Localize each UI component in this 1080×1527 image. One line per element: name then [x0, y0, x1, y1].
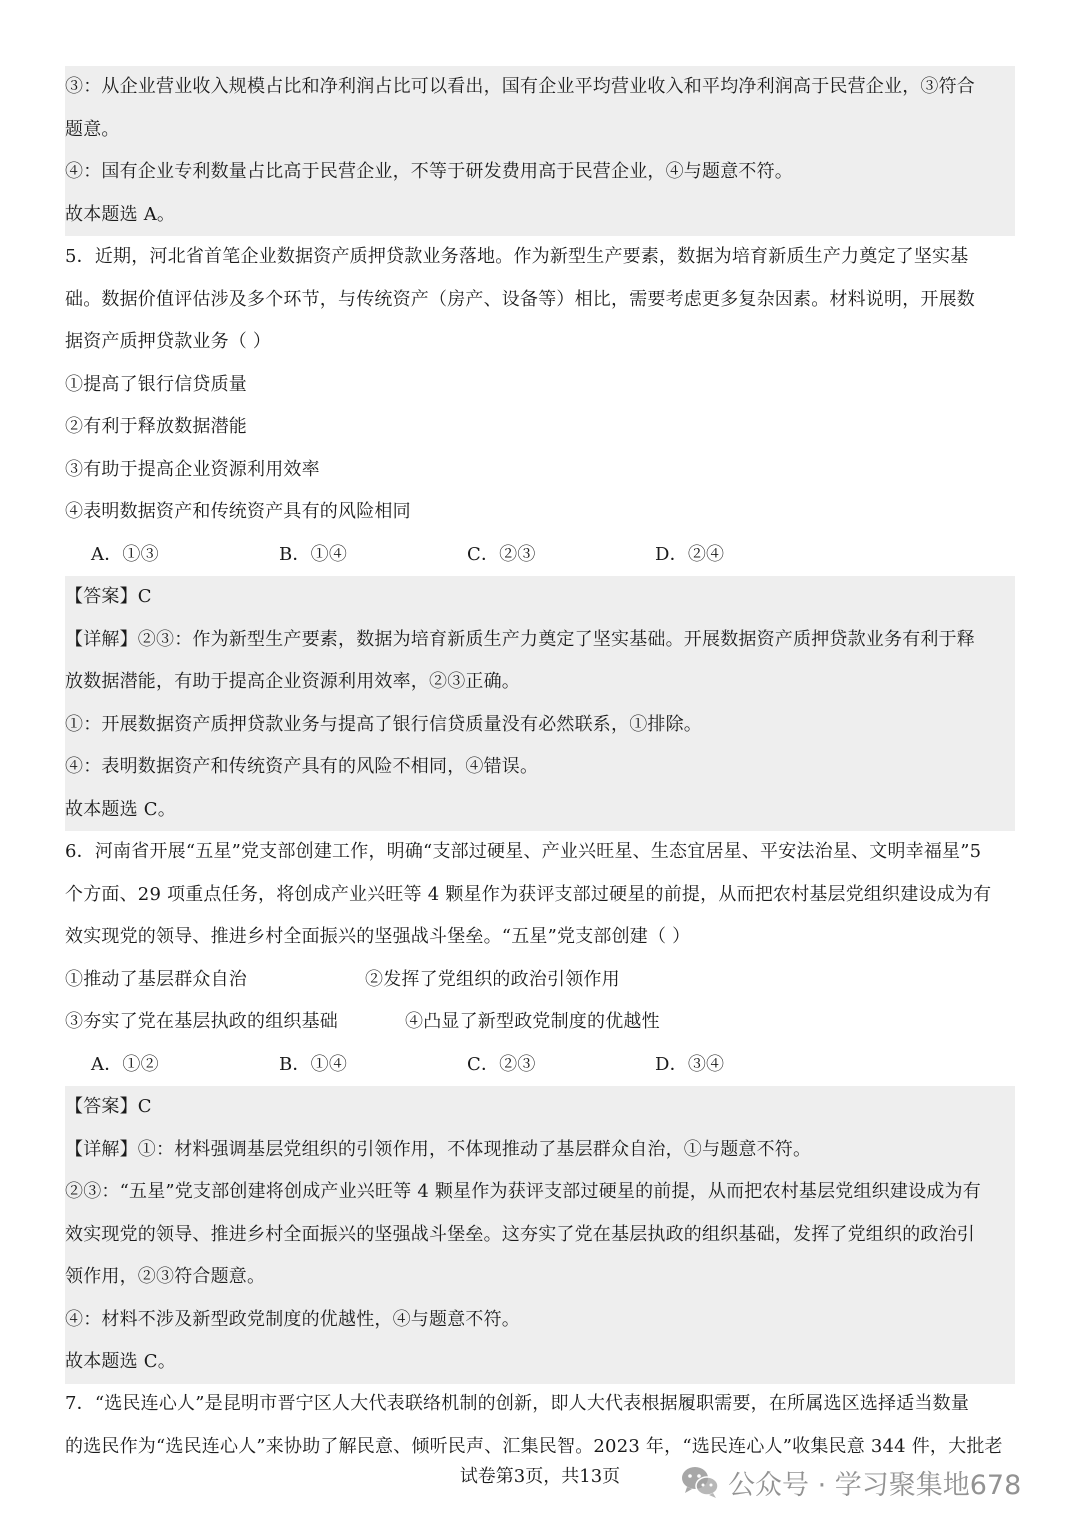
statement-4: ④凸显了新型政党制度的优越性 [405, 1011, 660, 1032]
question-5 [65, 236, 1015, 576]
answer-label: 【答案】C [65, 586, 152, 607]
question-7 [65, 1383, 1015, 1468]
conclusion-line: 故本题选 C。 [65, 1351, 176, 1372]
option-a: A．①③ [91, 543, 159, 565]
question-6 [65, 831, 1015, 1086]
statement-2: ②有利于释放数据潜能 [65, 416, 247, 437]
statement-1: ①推动了基层群众自治 [65, 968, 247, 990]
explanation-line: ①：开展数据资产质押贷款业务与提高了银行信贷质量没有必然联系，①排除。 [65, 713, 702, 735]
question-stem: 个方面、29 项重点任务，将创成产业兴旺等 4 颗星作为获评支部过硬星的前提，从而把农村基层党组织建设成为有 [65, 883, 992, 905]
statements-row [65, 959, 1015, 1002]
statement-2: ②发挥了党组织的政治引领作用 [365, 968, 620, 990]
explanation-line: 【详解】①：材料强调基层党组织的引领作用，不体现推动了基层群众自治，①与题意不符。 [65, 1138, 812, 1160]
conclusion-line: 故本题选 A。 [65, 203, 176, 225]
explanation-line: ④：表明数据资产和传统资产具有的风险不相同，④错误。 [65, 756, 539, 777]
option-b: B．①④ [279, 543, 348, 565]
explanation-line: ④：材料不涉及新型政党制度的优越性，④与题意不符。 [65, 1308, 520, 1330]
question-stem: 5．近期，河北省首笔企业数据资产质押贷款业务落地。作为新型生产要素，数据为培育新质生产力奠定了坚实基 [65, 246, 969, 267]
wechat-icon [680, 1464, 720, 1500]
statement-4: ④表明数据资产和传统资产具有的风险相同 [65, 501, 411, 522]
conclusion-line: 故本题选 C。 [65, 798, 176, 820]
watermark [680, 1460, 1021, 1504]
page-footer: 试卷第3页，共13页 [459, 1466, 621, 1487]
explanation-line: 领作用，②③符合题意。 [65, 1266, 266, 1287]
option-d: D．②④ [655, 543, 725, 565]
explanation-line: ③：从企业营业收入规模占比和净利润占比可以看出，国有企业平均营业收入和平均净利润高于民营企业，③符合 [65, 76, 975, 97]
explanation-line: ④：国有企业专利数量占比高于民营企业，不等于研发费用高于民营企业，④与题意不符。 [65, 161, 793, 182]
statement-3: ③有助于提高企业资源利用效率 [65, 458, 320, 480]
statements-row [65, 1001, 1015, 1044]
option-d: D．③④ [655, 1053, 725, 1075]
question-6-answer-block [65, 1086, 1015, 1384]
answer-options [65, 534, 1015, 577]
option-c: C．②③ [467, 543, 536, 565]
statement-1: ①提高了银行信贷质量 [65, 373, 247, 395]
explanation-line: 效实现党的领导、推进乡村全面振兴的坚强战斗堡垒。这夯实了党在基层执政的组织基础，发挥了党组织的政治引 [65, 1223, 975, 1245]
option-a: A．①② [91, 1053, 159, 1075]
question-stem: 6．河南省开展“五星”党支部创建工作，明确“支部过硬星、产业兴旺星、生态宜居星、平安法治星、文明幸福星”5 [65, 841, 982, 862]
prev-explanation-block [65, 66, 1015, 236]
option-b: B．①④ [279, 1053, 348, 1075]
explanation-line: 放数据潜能，有助于提高企业资源利用效率，②③正确。 [65, 671, 520, 692]
question-stem: 7．“选民连心人”是昆明市晋宁区人大代表联络机制的创新，即人大代表根据履职需要，在所属选区选择适当数量 [65, 1393, 970, 1414]
watermark-text: 公众号 · 学习聚集地678 [728, 1469, 1022, 1501]
statement-3: ③夯实了党在基层执政的组织基础 [65, 1011, 338, 1032]
question-stem: 效实现党的领导、推进乡村全面振兴的坚强战斗堡垒。“五星”党支部创建（ ） [65, 926, 691, 947]
explanation-line: ②③：“五星”党支部创建将创成产业兴旺等 4 颗星作为获评支部过硬星的前提，从而把农村基层党组织建设成为有 [65, 1181, 981, 1202]
answer-label: 【答案】C [65, 1096, 152, 1117]
question-stem: 础。数据价值评估涉及多个环节，与传统资产（房产、设备等）相比，需要考虑更多复杂因素。材料说明，开展数 [65, 288, 975, 310]
question-stem: 的选民作为“选民连心人”来协助了解民意、倾听民声、汇集民智。2023 年，“选民连心人”收集民意 344 件，大批老 [65, 1435, 1003, 1457]
explanation-line: 题意。 [65, 118, 120, 140]
question-5-answer-block [65, 576, 1015, 831]
question-stem: 据资产质押贷款业务（ ） [65, 331, 272, 352]
answer-options [65, 1044, 1015, 1087]
explanation-line: 【详解】②③：作为新型生产要素，数据为培育新质生产力奠定了坚实基础。开展数据资产质押贷款业务有利于释 [65, 628, 975, 650]
option-c: C．②③ [467, 1053, 536, 1075]
